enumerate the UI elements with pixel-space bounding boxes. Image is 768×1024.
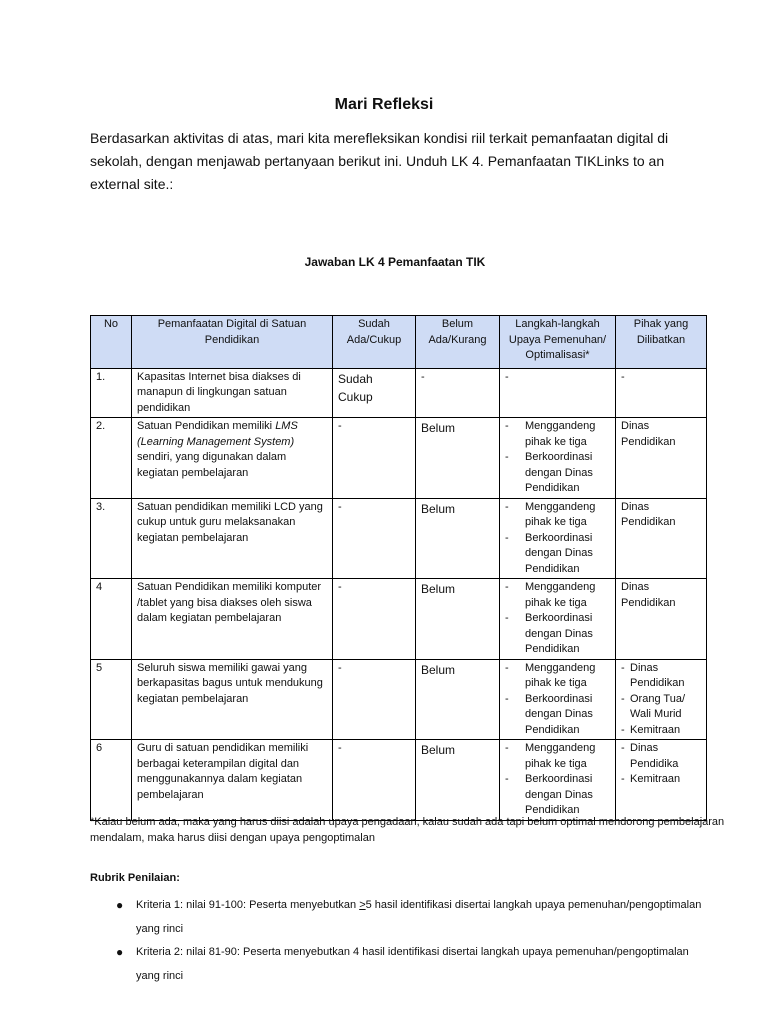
cell-langkah <box>500 579 616 660</box>
pihak-item: - <box>621 370 625 383</box>
rubrik-text-underlined: > <box>359 899 366 911</box>
header-no: No <box>91 316 132 369</box>
langkah-item: - <box>505 370 509 383</box>
cell-pemanfaatan: Satuan pendidikan memiliki LCD yang cukup untuk guru melaksanakan kegiatan pembelajaran <box>132 498 333 579</box>
pihak-item: - Dinas Pendidika <box>621 741 701 772</box>
footnote: *Kalau belum ada, maka yang harus diisi adalah upaya pengadaan, kalau sudah ada tapi belum optimal mendorong pembelajaran mendalam, maka harus diisi dengan upaya pengoptimalan <box>90 816 725 844</box>
rubrik-text: 5 hasil identifikasi disertai langkah upaya pemenuhan/pengoptimalan yang rinci <box>136 899 702 935</box>
rubrik-item <box>90 894 710 941</box>
intro-paragraph: Berdasarkan aktivitas di atas, mari kita merefleksikan kondisi riil terkait pemanfaatan digital di sekolah, dengan menjawab pertanyaan berikut ini. Unduh LK 4. Pemanfaatan TIKLinks to an external site.: <box>90 130 669 192</box>
cell-no: 1. <box>91 368 132 418</box>
langkah-item: - Menggandeng pihak ke tiga <box>505 580 610 611</box>
rubrik-text: Kriteria 1: nilai 91-100: Peserta menyebutkan <box>136 899 360 911</box>
header-belum: Belum Ada/Kurang <box>416 316 500 369</box>
langkah-item: - Berkoordinasi dengan Dinas Pendidikan <box>505 450 610 497</box>
cell-pemanfaatan: Satuan Pendidikan memiliki komputer /tablet yang bisa diakses oleh siswa dalam kegiatan pembelajaran <box>132 579 333 660</box>
pihak-item: - Kemitraan <box>621 772 701 788</box>
cell-langkah <box>500 368 616 418</box>
bullet-icon: ● <box>116 898 124 912</box>
langkah-list <box>505 500 610 578</box>
cell-langkah <box>500 659 616 740</box>
rubrik-list <box>90 894 710 988</box>
cell-pihak <box>616 659 707 740</box>
header-pemanfaatan: Pemanfaatan Digital di Satuan Pendidikan <box>132 316 333 369</box>
lk4-table <box>90 315 707 821</box>
cell-langkah <box>500 498 616 579</box>
cell-no: 3. <box>91 498 132 579</box>
header-sudah: Sudah Ada/Cukup <box>333 316 416 369</box>
rubrik-text: Kriteria 2: nilai 81-90: Peserta menyebutkan 4 hasil identifikasi disertai langkah upaya pemenuhan/pengoptimalan yang rinci <box>136 946 689 982</box>
table-header-row <box>91 316 707 369</box>
cell-sudah: - <box>333 498 416 579</box>
table-row <box>91 740 707 821</box>
cell-no: 4 <box>91 579 132 660</box>
langkah-item: - Berkoordinasi dengan Dinas Pendidikan <box>505 692 610 739</box>
pihak-list <box>621 661 701 739</box>
langkah-list <box>505 741 610 819</box>
cell-sudah: Sudah Cukup <box>333 368 416 418</box>
table-title: Jawaban LK 4 Pemanfaatan TIK <box>304 255 486 269</box>
rubrik-item <box>90 941 710 988</box>
table-row <box>91 418 707 499</box>
cell-text: Satuan Pendidikan memiliki <box>137 420 276 432</box>
cell-pihak: Dinas Pendidikan <box>616 418 707 499</box>
langkah-item: - Berkoordinasi dengan Dinas Pendidikan <box>505 531 610 578</box>
cell-pemanfaatan: Kapasitas Internet bisa diakses di manapun di lingkungan satuan pendidikan <box>132 368 333 418</box>
table-row <box>91 498 707 579</box>
cell-pihak: Dinas Pendidikan <box>616 498 707 579</box>
cell-sudah: - <box>333 418 416 499</box>
header-pihak: Pihak yang Dilibatkan <box>616 316 707 369</box>
cell-pemanfaatan: Guru di satuan pendidikan memiliki berbagai keterampilan digital dan menggunakannya dalam kegiatan pembelajaran <box>132 740 333 821</box>
langkah-item: - Menggandeng pihak ke tiga <box>505 661 610 692</box>
cell-belum: Belum <box>416 740 500 821</box>
pihak-item: - Dinas Pendidikan <box>621 661 701 692</box>
cell-langkah <box>500 418 616 499</box>
header-langkah: Langkah-langkah Upaya Pemenuhan/ Optimalisasi* <box>500 316 616 369</box>
cell-belum: Belum <box>416 579 500 660</box>
cell-belum: Belum <box>416 659 500 740</box>
langkah-item: - Berkoordinasi dengan Dinas Pendidikan <box>505 772 610 819</box>
langkah-item: - Berkoordinasi dengan Dinas Pendidikan <box>505 611 610 658</box>
pihak-item: - Orang Tua/ Wali Murid <box>621 692 701 723</box>
cell-no: 2. <box>91 418 132 499</box>
langkah-item: - Menggandeng pihak ke tiga <box>505 741 610 772</box>
cell-sudah: - <box>333 740 416 821</box>
cell-pihak <box>616 740 707 821</box>
cell-pemanfaatan <box>132 418 333 499</box>
cell-pemanfaatan: Seluruh siswa memiliki gawai yang berkapasitas bagus untuk mendukung kegiatan pembelajaran <box>132 659 333 740</box>
cell-langkah <box>500 740 616 821</box>
pihak-list <box>621 741 701 788</box>
cell-no: 6 <box>91 740 132 821</box>
langkah-item: - Menggandeng pihak ke tiga <box>505 500 610 531</box>
rubrik-title: Rubrik Penilaian: <box>90 872 180 884</box>
cell-sudah: - <box>333 659 416 740</box>
cell-belum: Belum <box>416 418 500 499</box>
cell-no: 5 <box>91 659 132 740</box>
table-row <box>91 659 707 740</box>
table-row <box>91 579 707 660</box>
lms-term: LMS (Learning Management System) <box>137 420 298 448</box>
langkah-item: - Menggandeng pihak ke tiga <box>505 419 610 450</box>
langkah-list <box>505 580 610 658</box>
page-title: Mari Refleksi <box>334 96 434 113</box>
cell-sudah: - <box>333 579 416 660</box>
bullet-icon: ● <box>116 945 124 959</box>
cell-belum: - <box>416 368 500 418</box>
pihak-item: - Kemitraan <box>621 723 701 739</box>
cell-text: sendiri, yang digunakan dalam kegiatan pembelajaran <box>137 451 287 479</box>
cell-pihak <box>616 368 707 418</box>
cell-pihak: Dinas Pendidikan <box>616 579 707 660</box>
langkah-list <box>505 661 610 739</box>
cell-belum: Belum <box>416 498 500 579</box>
table-row <box>91 368 707 418</box>
langkah-list <box>505 419 610 497</box>
